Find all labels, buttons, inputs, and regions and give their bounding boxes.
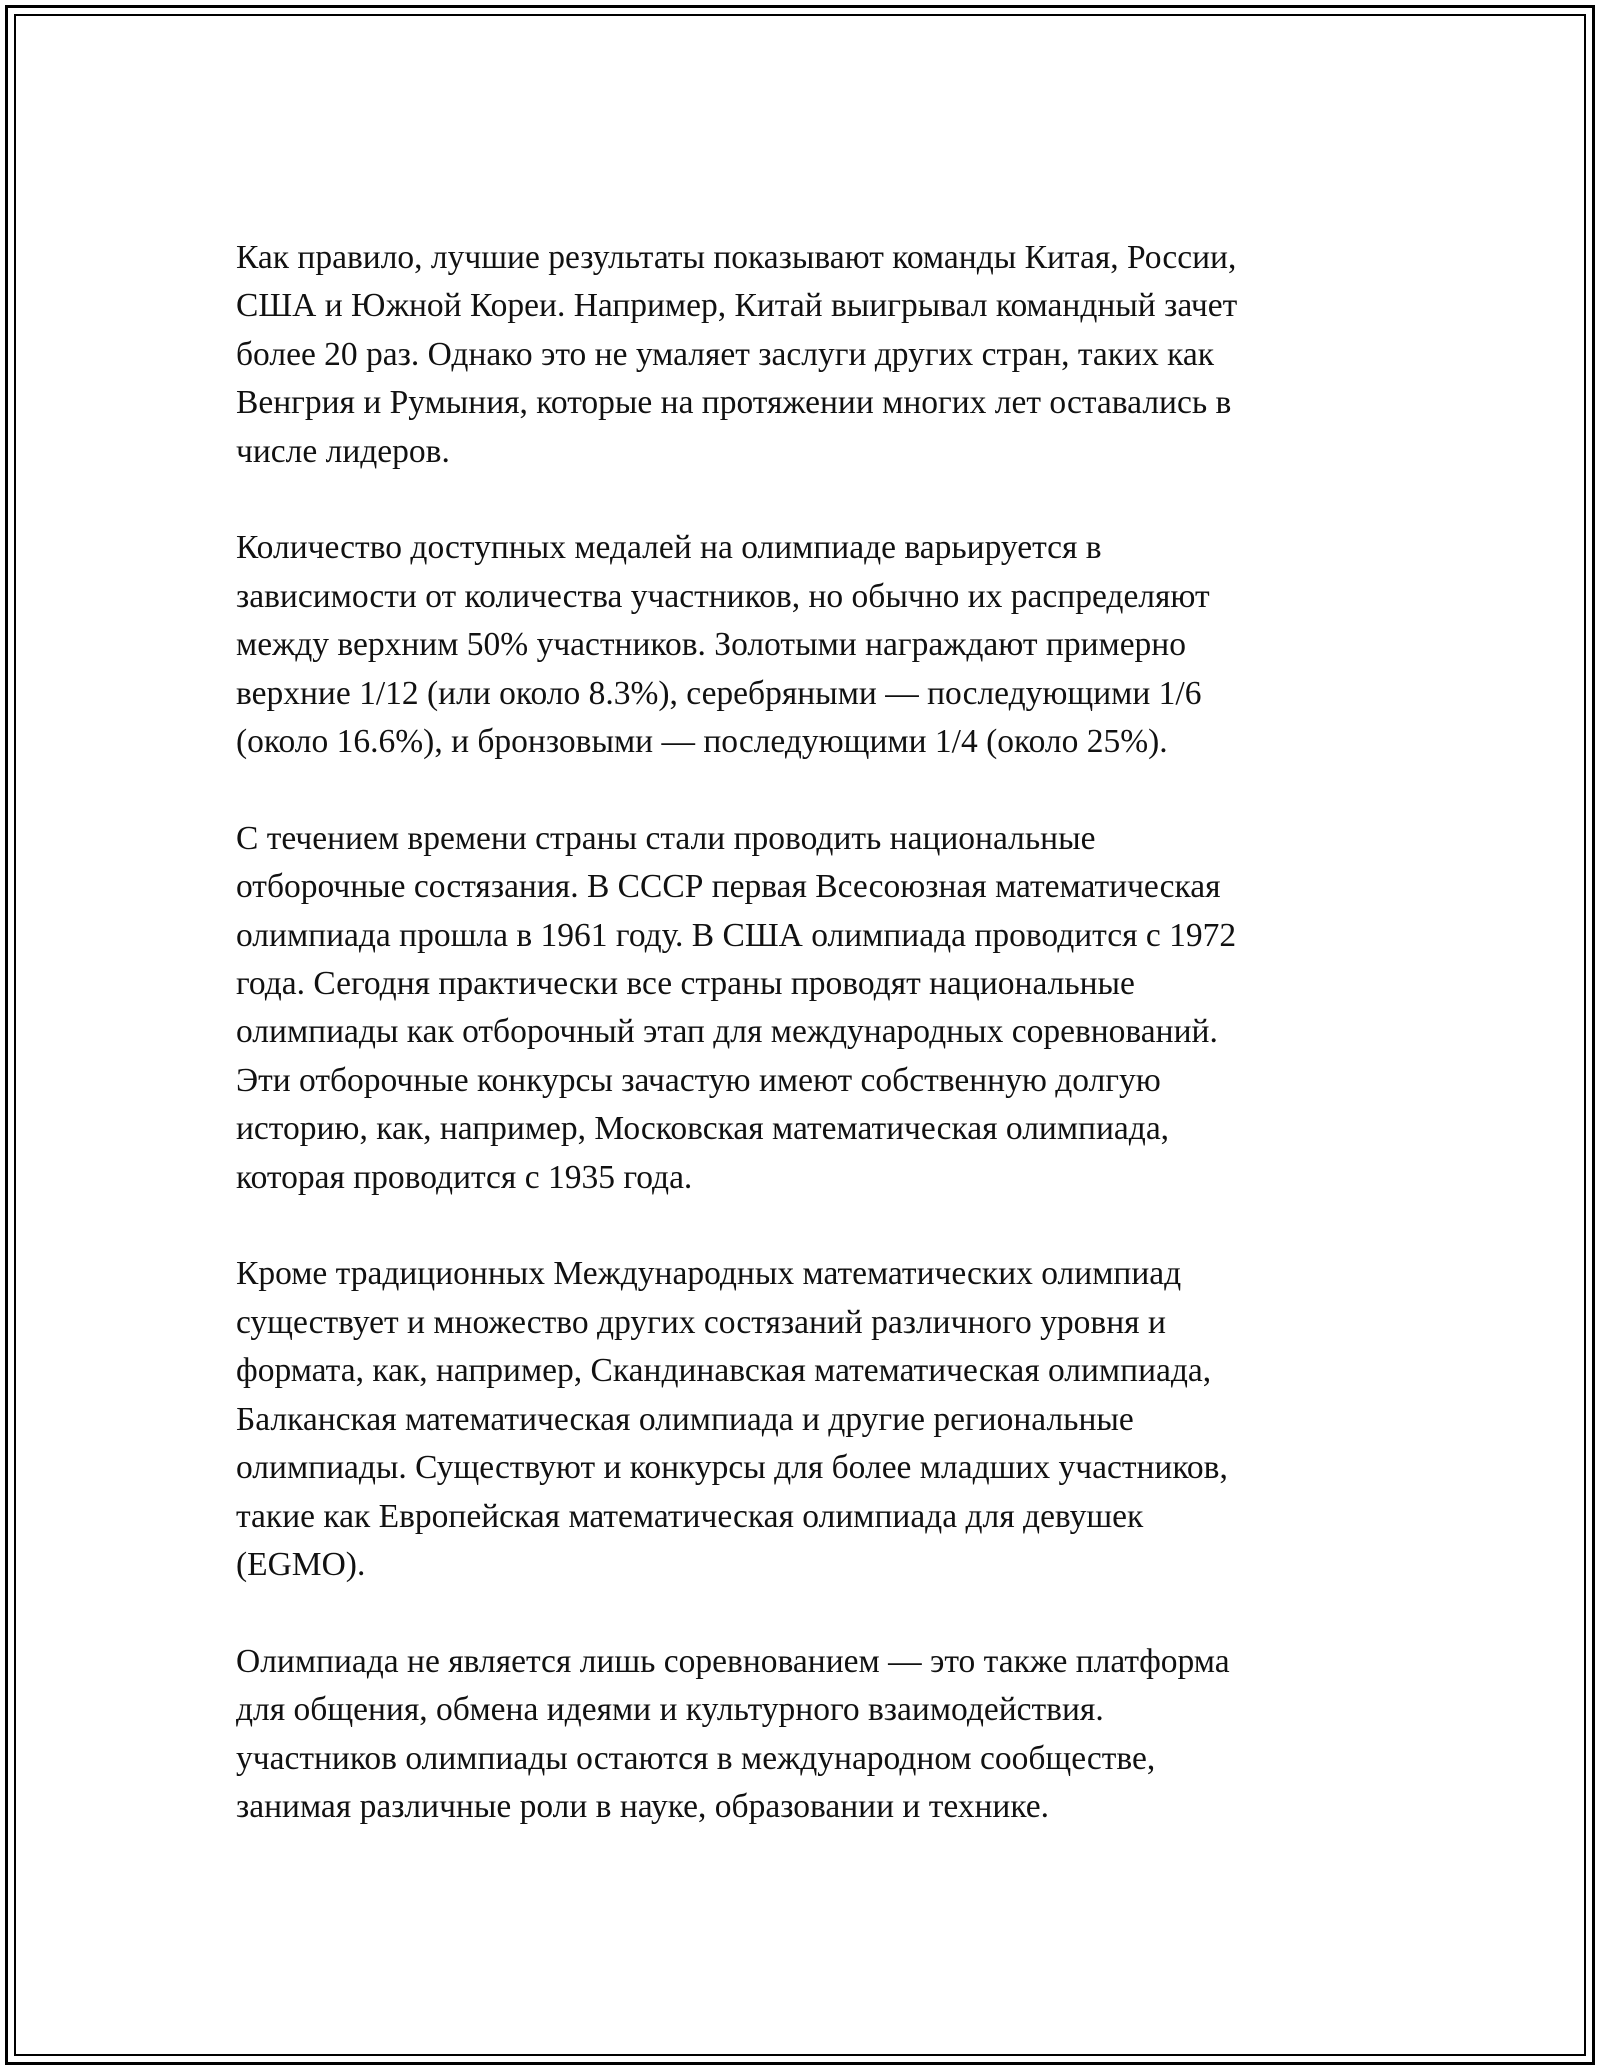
text-line: существует и множество других состязаний различного уровня и [236,1303,1166,1341]
text-line: Кроме традиционных Международных математических олимпиад [236,1255,1182,1293]
paragraph-national-olympiads [236,815,1366,1202]
text-line: верхние 1/12 (или около 8.3%), серебряными — последующими 1/6 [236,674,1202,712]
text-line: США и Южной Кореи. Например, Китай выигрывал командный зачет [236,287,1238,325]
text-line: олимпиады. Существуют и конкурсы для более младших участников, [236,1449,1228,1487]
text-line: занимая различные роли в науке, образовании и технике. [236,1787,1050,1825]
text-line: для общения, обмена идеями и культурного взаимодействия. [236,1691,1104,1729]
text-line: года. Сегодня практически все страны проводят национальные [236,965,1135,1003]
text-line: (EGMO). [236,1545,366,1583]
paragraph-other-competitions [236,1250,1366,1589]
text-line: которая проводится с 1935 года. [236,1158,693,1196]
text-line: числе лидеров. [236,432,450,470]
paragraph-team-results [236,234,1366,476]
text-line: зависимости от количества участников, но обычно их распределяют [236,577,1210,615]
text-line: Олимпиада не является лишь соревнованием — это также платформа [236,1642,1230,1680]
text-line: более 20 раз. Однако это не умаляет заслуги других стран, таких как [236,335,1215,373]
text-line: Как правило, лучшие результаты показывают команды Китая, России, [236,239,1237,276]
text-line: (около 16.6%), и бронзовыми — последующими 1/4 (около 25%). [236,723,1168,761]
text-line: между верхним 50% участников. Золотыми награждают примерно [236,626,1186,664]
text-line: Венгрия и Румыния, которые на протяжении многих лет оставались в [236,384,1232,422]
text-line: С течением времени страны стали проводить национальные [236,819,1096,857]
text-line: Количество доступных медалей на олимпиаде варьируется в [236,529,1102,567]
paragraph-medals [236,524,1366,766]
document-body [236,234,1366,1880]
text-line: отборочные состязания. В СССР первая Всесоюзная математическая [236,868,1221,906]
text-line: историю, как, например, Московская математическая олимпиада, [236,1110,1170,1148]
text-line: участников олимпиады остаются в международном сообществе, [236,1739,1156,1777]
text-line: формата, как, например, Скандинавская математическая олимпиада, [236,1352,1212,1390]
text-line: такие как Европейская математическая олимпиада для девушек [236,1497,1144,1535]
text-line: олимпиады как отборочный этап для международных соревнований. [236,1013,1218,1051]
text-line: Балканская математическая олимпиада и другие региональные [236,1400,1134,1438]
text-line: олимпиада прошла в 1961 году. В США олимпиада проводится с 1972 [236,916,1237,954]
paragraph-platform [236,1638,1366,1832]
text-line: Эти отборочные конкурсы зачастую имеют собственную долгую [236,1061,1161,1099]
